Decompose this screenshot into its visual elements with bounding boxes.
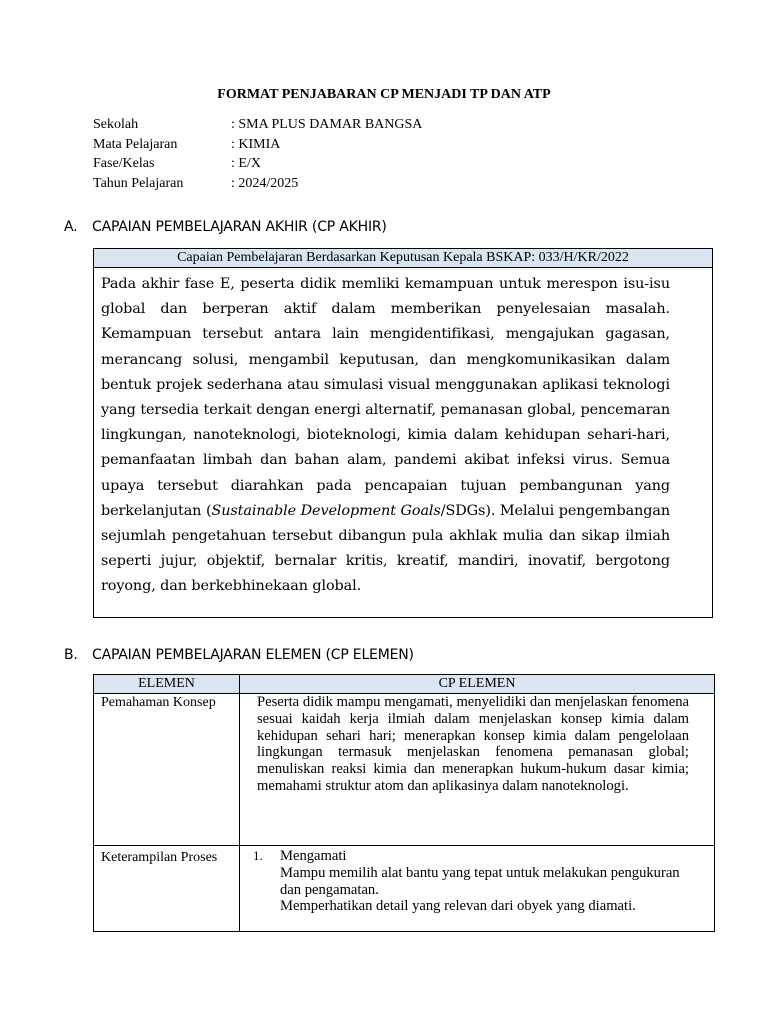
cp-elemen-table <box>93 674 715 932</box>
info-label: Fase/Kelas <box>93 156 155 171</box>
list-number: 1. <box>253 848 263 863</box>
info-value: : KIMIA <box>231 136 281 152</box>
column-header-elemen: ELEMEN <box>94 675 240 694</box>
table-header-row <box>94 675 715 694</box>
info-row-sekolah <box>93 115 422 135</box>
page-title: FORMAT PENJABARAN CP MENJADI TP DAN ATP <box>217 87 551 102</box>
table-row <box>94 846 715 932</box>
cp-akhir-text-part1: Pada akhir fase E, peserta didik memliki kemampuan untuk merespon isu-isu global dan berperan aktif dalam memberikan penyelesaian masalah. Kemampuan tersebut antara lain mengidentifikasi, mengajukan gagasan, merancang solusi, mengambil keputusan, dan mengkomunikasikan dalam bentuk projek sederhana atau simulasi visual menggunakan aplikasi teknologi yang tersedia terkait dengan energi alternatif, pemanasan global, pencemaran lingkungan, nanoteknologi, bioteknologi, kimia dalam kehidupan sehari-hari, pemanfaatan limbah dan bahan alam, pandemi akibat infeksi virus. Semua upaya tersebut diarahkan pada pencapaian tujuan pembangunan yang berkelanjutan ( <box>101 276 670 519</box>
cp-akhir-header: Capaian Pembelajaran Berdasarkan Keputusan Kepala BSKAP: 033/H/KR/2022 <box>94 249 712 268</box>
cp-akhir-body <box>94 268 712 600</box>
list-item-title: Mengamati <box>280 848 347 864</box>
cp-akhir-text-part2: /SDGs). Melalui pengembangan sejumlah pengetahuan tersebut dibangun pula akhlak mulia dan sikap ilmiah seperti jujur, objektif, bernalar kritis, kreatif, mandiri, inovatif, bergotong royong, dan berkebhinekaan global. <box>101 502 670 595</box>
elemen-cell: Keterampilan Proses <box>94 846 240 932</box>
cp-elemen-cell <box>240 846 715 932</box>
section-a-heading <box>64 219 387 235</box>
cp-akhir-text-italic: Sustainable Development Goals <box>211 502 441 519</box>
list-item <box>255 848 689 915</box>
elemen-cell: Pemahaman Konsep <box>94 694 240 846</box>
section-b-heading <box>64 647 414 663</box>
info-block <box>93 115 422 193</box>
section-letter: B. <box>64 647 78 663</box>
section-letter: A. <box>64 219 78 235</box>
table-row <box>94 694 715 846</box>
info-value: : SMA PLUS DAMAR BANGSA <box>231 117 423 132</box>
cp-elemen-cell: Peserta didik mampu mengamati, menyelidiki dan menjelaskan fenomena sesuai kaidah kerja ilmiah dalam menjelaskan konsep kimia dalam kehidupan sehari hari; menerapkan konsep kimia dalam pengelolaan lingkungan termasuk menjelaskan fenomena pemanasan global; menuliskan reaksi kimia dan menerapkan hukum-hukum dasar kimia; memahami struktur atom dan aplikasinya dalam nanoteknologi. <box>240 694 715 846</box>
list-item-text: Mampu memilih alat bantu yang tepat untuk melakukan pengukuran dan pengamatan. <box>280 864 680 898</box>
info-value: : E/X <box>231 156 261 171</box>
cp-akhir-box <box>93 248 713 618</box>
info-row-mata-pelajaran <box>93 135 422 155</box>
info-row-fase-kelas <box>93 154 422 174</box>
section-title: CAPAIAN PEMBELAJARAN AKHIR (CP AKHIR) <box>92 219 387 235</box>
info-value: : 2024/2025 <box>231 175 299 191</box>
info-label: Sekolah <box>93 117 139 132</box>
list-item-text: Memperhatikan detail yang relevan dari obyek yang diamati. <box>280 898 636 915</box>
proses-list <box>255 848 689 915</box>
column-header-cp-elemen: CP ELEMEN <box>240 675 715 694</box>
info-row-tahun-pelajaran <box>93 174 422 194</box>
info-label: Tahun Pelajaran <box>93 175 184 191</box>
section-title: CAPAIAN PEMBELAJARAN ELEMEN (CP ELEMEN) <box>92 647 414 663</box>
info-label: Mata Pelajaran <box>93 136 178 152</box>
